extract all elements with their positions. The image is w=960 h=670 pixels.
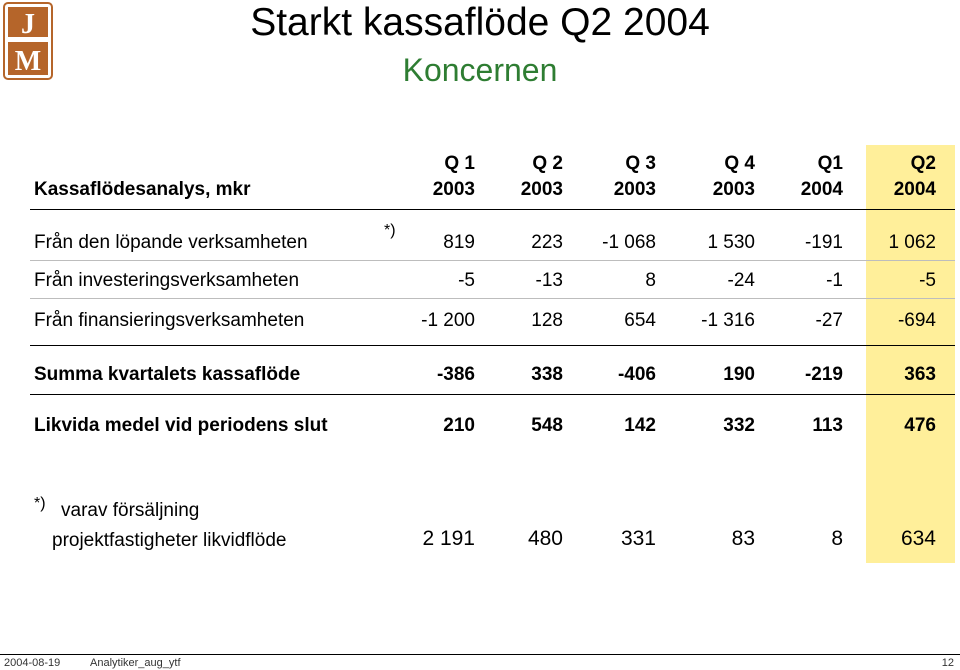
table-cell: 142 — [624, 415, 656, 436]
table-cell: 128 — [531, 310, 563, 331]
table-cell: -191 — [804, 232, 843, 253]
footnote-cell: 480 — [527, 527, 563, 550]
table-cell: 223 — [531, 232, 563, 253]
table-cell: 819 — [443, 232, 475, 253]
table-cell: -219 — [804, 364, 843, 385]
table-cell: 338 — [531, 364, 563, 385]
column-header-q2-2004-quarter: Q2 — [910, 153, 936, 174]
column-header-q1-2004-quarter: Q1 — [817, 153, 843, 174]
header-divider — [30, 209, 955, 210]
column-header-q4-2003-year: 2003 — [712, 179, 755, 200]
table-cell: 548 — [531, 415, 563, 436]
page-subtitle: Koncernen — [402, 52, 558, 88]
footer-date: 2004-08-19 — [4, 657, 61, 669]
table-cell: -24 — [727, 270, 755, 291]
row-label-financing: Från finansieringsverksamheten — [34, 310, 305, 331]
table-cell: 654 — [624, 310, 656, 331]
row-divider — [30, 345, 955, 346]
table-cell: -13 — [535, 270, 563, 291]
footnote-cell: 634 — [900, 527, 936, 550]
table-header-label: Kassaflödesanalys, mkr — [34, 179, 251, 200]
column-header-q2-2003-quarter: Q 2 — [532, 153, 563, 174]
footnote-cell: 331 — [620, 527, 656, 550]
table-cell: 332 — [723, 415, 755, 436]
page-number: 12 — [941, 657, 954, 669]
row-footnote-marker: *) — [384, 222, 396, 239]
table-cell: -694 — [897, 310, 936, 331]
footnote-line2: projektfastigheter likvidflöde — [52, 530, 287, 551]
footnote-line1: varav försäljning — [61, 500, 200, 521]
column-header-q1-2003-year: 2003 — [432, 179, 475, 200]
page-title: Starkt kassaflöde Q2 2004 — [250, 1, 710, 44]
footnote-cell: 2 191 — [422, 527, 475, 550]
footer-document-name: Analytiker_aug_ytf — [90, 657, 181, 669]
table-cell: 1 530 — [707, 232, 755, 253]
table-cell: -5 — [919, 270, 936, 291]
table-cell: -1 — [826, 270, 843, 291]
column-header-q1-2003-quarter: Q 1 — [444, 153, 475, 174]
row-label-operating: Från den löpande verksamheten — [34, 232, 308, 253]
table-cell: -1 316 — [701, 310, 755, 331]
row-divider — [30, 260, 955, 261]
row-divider — [30, 298, 955, 299]
table-cell: 113 — [812, 415, 843, 436]
svg-text:J: J — [21, 9, 35, 40]
column-header-q2-2003-year: 2003 — [520, 179, 563, 200]
table-cell: -1 068 — [602, 232, 656, 253]
table-cell: -5 — [458, 270, 475, 291]
table-cell: -27 — [815, 310, 843, 331]
column-header-q2-2004-year: 2004 — [893, 179, 936, 200]
table-cell: -386 — [436, 364, 475, 385]
footer — [0, 654, 960, 670]
highlight-column-q2-2004 — [866, 145, 955, 563]
row-divider — [30, 394, 955, 395]
table-cell: 476 — [904, 415, 936, 436]
table-cell: 363 — [904, 364, 936, 385]
table-cell: 1 062 — [888, 232, 936, 253]
footnote-cell: 8 — [831, 527, 843, 550]
column-header-q3-2003-quarter: Q 3 — [625, 153, 656, 174]
column-header-q4-2003-quarter: Q 4 — [724, 153, 755, 174]
column-header-q1-2004-year: 2004 — [800, 179, 843, 200]
table-cell: -1 200 — [421, 310, 475, 331]
table-cell: -406 — [617, 364, 656, 385]
footnote-marker: *) — [34, 495, 46, 512]
column-header-q3-2003-year: 2003 — [613, 179, 656, 200]
row-label-investing: Från investeringsverksamheten — [34, 270, 300, 291]
table-cell: 210 — [443, 415, 475, 436]
row-label-quarter-total: Summa kvartalets kassaflöde — [34, 364, 301, 385]
table-cell: 8 — [645, 270, 656, 291]
row-label-cash-end: Likvida medel vid periodens slut — [34, 415, 328, 436]
table-cell: 190 — [723, 364, 755, 385]
footnote-cell: 83 — [731, 527, 755, 550]
svg-text:M: M — [14, 46, 42, 77]
